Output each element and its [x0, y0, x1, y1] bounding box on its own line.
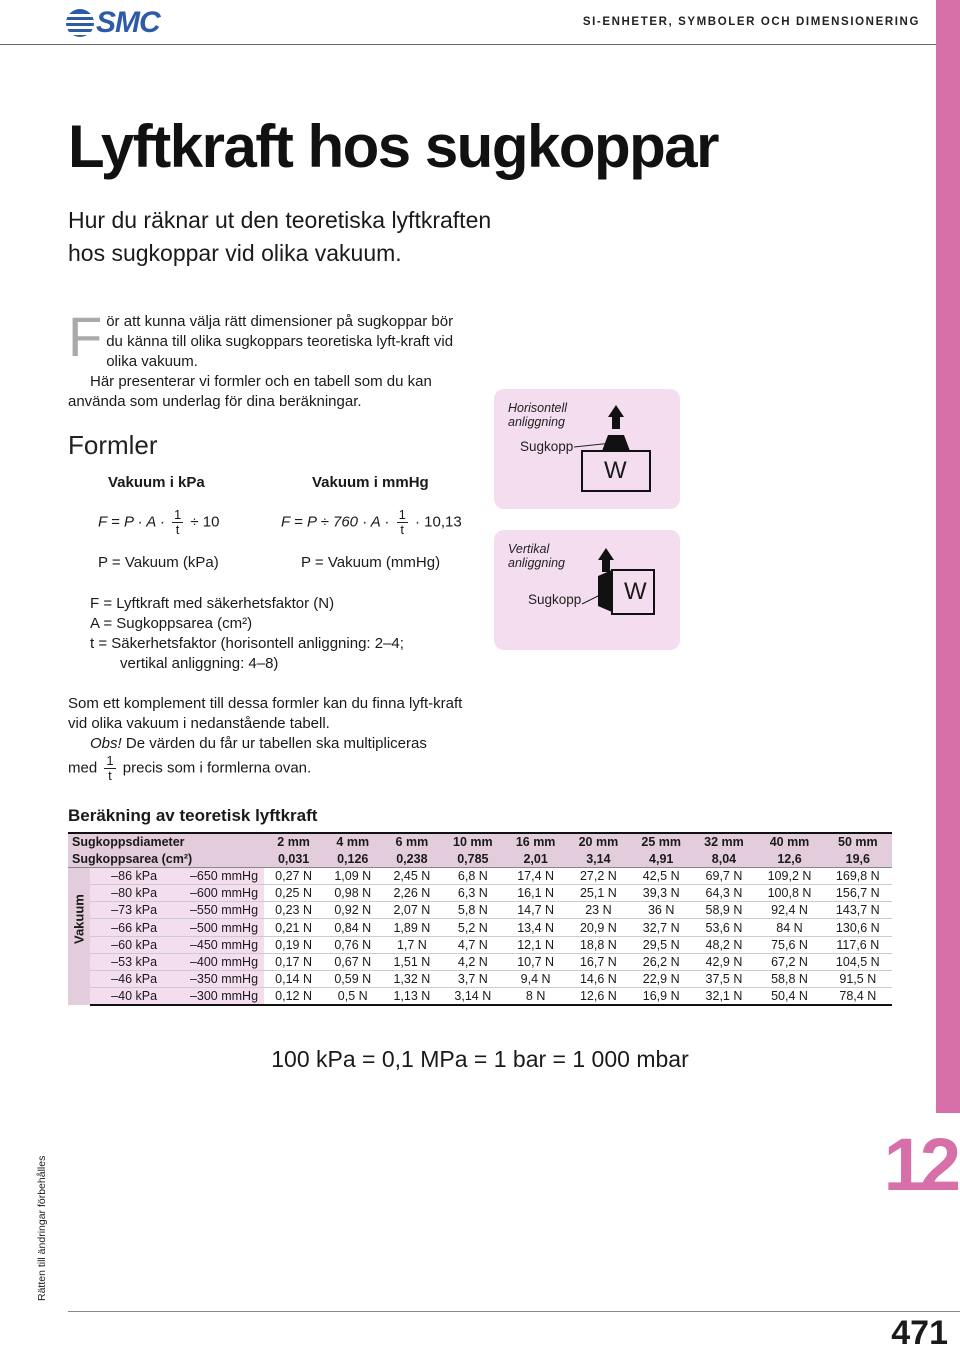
force-cell: 10,7 N [504, 953, 567, 970]
kpa-cell: –53 kPa [90, 953, 161, 970]
force-cell: 14,6 N [567, 971, 630, 988]
force-cell: 0,84 N [323, 919, 382, 936]
force-cell: 3,14 N [441, 988, 504, 1005]
force-cell: 78,4 N [824, 988, 892, 1005]
mmhg-column-heading: Vakuum i mmHg [312, 474, 429, 491]
force-cell: 1,89 N [382, 919, 441, 936]
kpa-cell: –66 kPa [90, 919, 161, 936]
force-cell: 0,98 N [323, 885, 382, 902]
force-cell: 25,1 N [567, 885, 630, 902]
p-definition-mmhg: P = Vakuum (mmHg) [301, 554, 441, 571]
force-cell: 29,5 N [630, 936, 693, 953]
force-cell: 1,32 N [382, 971, 441, 988]
area-header: 12,6 [755, 850, 823, 867]
kpa-cell: –40 kPa [90, 988, 161, 1005]
diameter-label: Sugkoppsdiameter [68, 833, 264, 850]
formula-text: F = P · A · [98, 513, 165, 531]
diameter-header: 4 mm [323, 833, 382, 850]
variable-definitions [90, 594, 404, 674]
force-cell: 156,7 N [824, 885, 892, 902]
mmhg-cell: –600 mmHg [161, 885, 264, 902]
force-cell: 16,1 N [504, 885, 567, 902]
force-cell: 1,13 N [382, 988, 441, 1005]
force-cell: 53,6 N [693, 919, 756, 936]
weight-label: W [624, 578, 647, 605]
formula-text: F = P ÷ 760 · A · [281, 513, 390, 531]
force-cell: 50,4 N [755, 988, 823, 1005]
force-cell: 22,9 N [630, 971, 693, 988]
horizontal-cup-drawing [494, 389, 680, 509]
p-definition-kpa: P = Vakuum (kPa) [98, 554, 219, 571]
force-cell: 6,3 N [441, 885, 504, 902]
section-label: SI-ENHETER, SYMBOLER OCH DIMENSIONERING [582, 16, 920, 28]
force-cell: 143,7 N [824, 902, 892, 919]
table-title: Beräkning av teoretisk lyftkraft [68, 806, 318, 825]
area-header: 19,6 [824, 850, 892, 867]
table-row [68, 885, 892, 902]
area-header: 4,91 [630, 850, 693, 867]
after-text: precis som i formlerna ovan. [122, 759, 312, 777]
force-cell: 75,6 N [755, 936, 823, 953]
force-cell: 5,8 N [441, 902, 504, 919]
fraction-denominator: t [400, 522, 405, 537]
kpa-formula [98, 508, 220, 542]
force-cell: 0,92 N [323, 902, 382, 919]
force-cell: 1,7 N [382, 936, 441, 953]
table-row [68, 902, 892, 919]
table-header-row [68, 850, 892, 867]
force-cell: 92,4 N [755, 902, 823, 919]
vertical-diagram [494, 530, 680, 650]
force-cell: 2,07 N [382, 902, 441, 919]
diameter-header: 50 mm [824, 833, 892, 850]
vertical-label: Vertikal anliggning [508, 542, 565, 570]
mmhg-cell: –300 mmHg [161, 988, 264, 1005]
force-cell: 16,7 N [567, 953, 630, 970]
header-divider [0, 44, 936, 45]
intro-paragraph: Här presenterar vi formler och en tabell som du kan använda som underlag för dina beräkningar. [68, 373, 432, 410]
force-cell: 9,4 N [504, 971, 567, 988]
definition-a: A = Sugkoppsarea (cm²) [90, 615, 253, 632]
drop-cap: F [68, 305, 103, 368]
force-cell: 0,59 N [323, 971, 382, 988]
table-row [68, 971, 892, 988]
fraction-denominator: t [175, 522, 180, 537]
vacuum-side-text: Vakuum [71, 894, 87, 945]
unit-equation: 100 kPa = 0,1 MPa = 1 bar = 1 000 mbar [271, 1046, 689, 1072]
complement-paragraph: Som ett komplement till dessa formler kan du finna lyft-kraft vid olika vakuum i nedanstående tabell. [68, 695, 463, 732]
obs-label: Obs! [90, 735, 122, 752]
mmhg-cell: –400 mmHg [161, 953, 264, 970]
mmhg-cell: –550 mmHg [161, 902, 264, 919]
logo: SMC [96, 6, 160, 39]
force-cell: 39,3 N [630, 885, 693, 902]
fraction [397, 508, 408, 537]
area-header: 0,785 [441, 850, 504, 867]
lift-force-table [68, 832, 892, 1006]
force-cell: 6,8 N [441, 867, 504, 884]
force-cell: 14,7 N [504, 902, 567, 919]
subtitle [68, 204, 568, 270]
med-text: med [68, 759, 98, 777]
suction-cup-icon [602, 435, 630, 451]
fraction-numerator: 1 [174, 507, 182, 522]
chapter-side-bar [936, 0, 960, 1113]
force-cell: 2,45 N [382, 867, 441, 884]
force-cell: 169,8 N [824, 867, 892, 884]
force-cell: 12,1 N [504, 936, 567, 953]
force-cell: 2,26 N [382, 885, 441, 902]
table-row [68, 919, 892, 936]
force-cell: 3,7 N [441, 971, 504, 988]
mmhg-cell: –650 mmHg [161, 867, 264, 884]
force-cell: 5,2 N [441, 919, 504, 936]
med-line [68, 754, 468, 783]
kpa-column-heading: Vakuum i kPa [108, 474, 205, 491]
subtitle-line: Hur du räknar ut den teoretiska lyftkraften [68, 207, 492, 233]
kpa-cell: –73 kPa [90, 902, 161, 919]
rights-note: Rätten till ändringar förbehålles [36, 1155, 48, 1301]
intro-paragraph: ör att kunna välja rätt dimensioner på sugkoppar bör du känna till olika sugkoppars teoretiska lyft-kraft vid olika vakuum. [106, 313, 454, 370]
force-cell: 0,14 N [264, 971, 323, 988]
force-cell: 0,76 N [323, 936, 382, 953]
diameter-header: 2 mm [264, 833, 323, 850]
weight-label: W [604, 457, 627, 484]
force-cell: 26,2 N [630, 953, 693, 970]
diameter-header: 10 mm [441, 833, 504, 850]
footer-divider [68, 1311, 960, 1312]
force-cell: 0,12 N [264, 988, 323, 1005]
force-cell: 67,2 N [755, 953, 823, 970]
force-cell: 0,25 N [264, 885, 323, 902]
force-cell: 69,7 N [693, 867, 756, 884]
area-header: 3,14 [567, 850, 630, 867]
formula-text: · 10,13 [415, 513, 462, 531]
fraction-denominator: t [108, 768, 112, 783]
diameter-header: 40 mm [755, 833, 823, 850]
force-cell: 17,4 N [504, 867, 567, 884]
kpa-cell: –86 kPa [90, 867, 161, 884]
page-number: 471 [891, 1314, 948, 1347]
mmhg-cell: –450 mmHg [161, 936, 264, 953]
fraction-numerator: 1 [106, 753, 114, 768]
table-row [68, 988, 892, 1005]
up-arrow-icon [598, 548, 614, 572]
area-header: 0,238 [382, 850, 441, 867]
force-cell: 16,9 N [630, 988, 693, 1005]
area-header: 0,126 [323, 850, 382, 867]
obs-text: De värden du får ur tabellen ska multipliceras [125, 735, 427, 752]
force-cell: 8 N [504, 988, 567, 1005]
area-header: 2,01 [504, 850, 567, 867]
fraction-numerator: 1 [398, 507, 406, 522]
force-cell: 130,6 N [824, 919, 892, 936]
suction-cup-icon [598, 570, 612, 612]
force-cell: 20,9 N [567, 919, 630, 936]
diameter-header: 32 mm [693, 833, 756, 850]
force-cell: 42,5 N [630, 867, 693, 884]
subtitle-line: hos sugkoppar vid olika vakuum. [68, 240, 402, 266]
logo-globe-icon [66, 9, 94, 37]
force-cell: 1,51 N [382, 953, 441, 970]
intro-text [68, 305, 468, 412]
horizontal-diagram [494, 389, 680, 509]
formulas-heading: Formler [68, 430, 158, 460]
chapter-number: 12 [883, 1123, 956, 1206]
up-arrow-icon [608, 405, 624, 429]
area-label: Sugkoppsarea (cm²) [68, 850, 264, 867]
force-cell: 104,5 N [824, 953, 892, 970]
cup-label: Sugkopp [520, 439, 574, 454]
force-cell: 58,8 N [755, 971, 823, 988]
force-cell: 0,21 N [264, 919, 323, 936]
force-cell: 109,2 N [755, 867, 823, 884]
kpa-cell: –46 kPa [90, 971, 161, 988]
force-cell: 100,8 N [755, 885, 823, 902]
formula-text: ÷ 10 [190, 513, 220, 531]
horizontal-label: Horisontell anliggning [508, 401, 568, 429]
definition-t-continued: vertikal anliggning: 4–8) [120, 655, 279, 672]
definition-f: F = Lyftkraft med säkerhetsfaktor (N) [90, 595, 335, 612]
table-row [68, 953, 892, 970]
force-cell: 13,4 N [504, 919, 567, 936]
kpa-cell: –60 kPa [90, 936, 161, 953]
mmhg-formula [281, 508, 462, 542]
force-cell: 4,2 N [441, 953, 504, 970]
force-cell: 91,5 N [824, 971, 892, 988]
diameter-header: 6 mm [382, 833, 441, 850]
force-cell: 0,27 N [264, 867, 323, 884]
force-cell: 18,8 N [567, 936, 630, 953]
force-cell: 0,5 N [323, 988, 382, 1005]
fraction [172, 508, 183, 537]
fraction [104, 754, 115, 783]
force-cell: 32,1 N [693, 988, 756, 1005]
table-header-row [68, 833, 892, 850]
force-cell: 58,9 N [693, 902, 756, 919]
area-header: 8,04 [693, 850, 756, 867]
force-cell: 0,67 N [323, 953, 382, 970]
force-cell: 23 N [567, 902, 630, 919]
force-cell: 32,7 N [630, 919, 693, 936]
area-header: 0,031 [264, 850, 323, 867]
mmhg-cell: –500 mmHg [161, 919, 264, 936]
force-cell: 42,9 N [693, 953, 756, 970]
force-cell: 1,09 N [323, 867, 382, 884]
kpa-cell: –80 kPa [90, 885, 161, 902]
force-cell: 0,17 N [264, 953, 323, 970]
force-cell: 12,6 N [567, 988, 630, 1005]
force-cell: 117,6 N [824, 936, 892, 953]
complement-text [68, 694, 468, 783]
force-cell: 0,23 N [264, 902, 323, 919]
vertical-cup-drawing [494, 530, 680, 650]
force-cell: 27,2 N [567, 867, 630, 884]
vacuum-side-label [68, 867, 90, 1005]
cup-label: Sugkopp [528, 592, 582, 607]
definition-t: t = Säkerhetsfaktor (horisontell anliggning: 2–4; [90, 635, 404, 652]
force-cell: 37,5 N [693, 971, 756, 988]
diameter-header: 25 mm [630, 833, 693, 850]
force-cell: 36 N [630, 902, 693, 919]
force-cell: 84 N [755, 919, 823, 936]
table-row [68, 867, 892, 884]
mmhg-cell: –350 mmHg [161, 971, 264, 988]
diameter-header: 16 mm [504, 833, 567, 850]
table-row [68, 936, 892, 953]
force-cell: 0,19 N [264, 936, 323, 953]
force-cell: 4,7 N [441, 936, 504, 953]
force-cell: 48,2 N [693, 936, 756, 953]
force-cell: 64,3 N [693, 885, 756, 902]
obs-line [68, 734, 468, 754]
page-title: Lyftkraft hos sugkoppar [68, 113, 719, 180]
diameter-header: 20 mm [567, 833, 630, 850]
